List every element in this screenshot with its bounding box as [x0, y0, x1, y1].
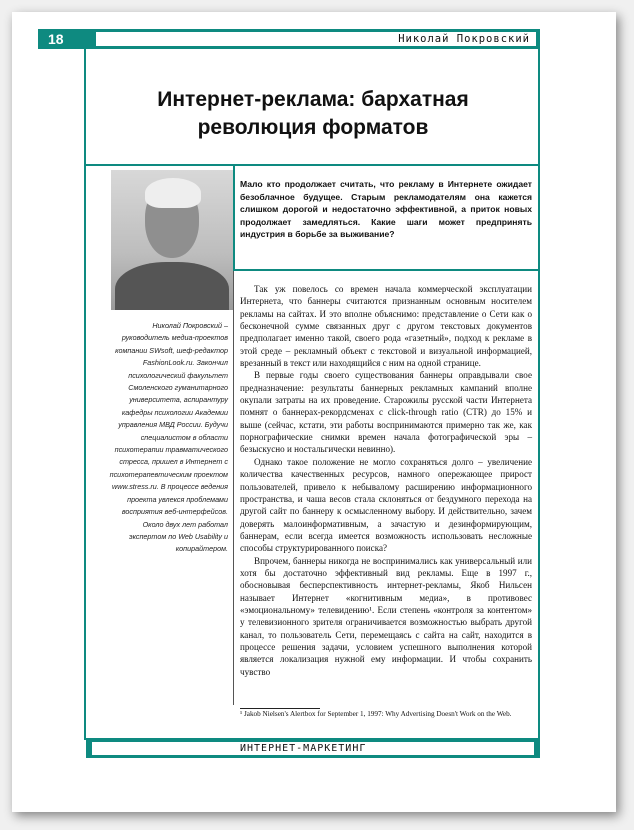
paragraph: Впрочем, баннеры никогда не воспринимались как универсальный или хотя бы достаточно эффективный вид рекламы. Еще в 1997 г., обосновывая бесперспективность интернет-рекламы, Якоб Нильсен называет Интернет «когнитивным медиа», в противовес «эмоциональному» телевидению¹. Если степень «контроля за контентом» у телевизионного зрителя ограничивается возможностью выбрать другой канал, то пользователь Сети, перемещаясь с сайта на сайт, находится в процессе решения задачи, условием успешного выполнения которой является локализация нужной ему информации. И чтобы сохранить чувство — [240, 555, 532, 677]
section-label: ИНТЕРНЕТ-МАРКЕТИНГ — [92, 742, 534, 755]
article-body — [240, 283, 532, 678]
author-bio: Николай Покровский – руководитель медиа-проектов компании SWsoft, шеф-редактор FashionLook.ru. Закончил психологический факультет Смоленского гуманитарного университета, аспирантуру кафедры психологии Академии управления МВД России. Будучи специалистом в области психотерапии травматического стресса, пришел в Интернет с психотерапевтическим проектом www.stress.ru. В процессе ведения проекта увлекся проблемами восприятия веб-интерфейсов. Около двух лет работал экспертом по Web Usability и копирайтером. — [109, 321, 228, 554]
running-head-author: Николай Покровский — [96, 32, 536, 46]
article-title — [86, 86, 540, 142]
frame-right-line — [538, 49, 540, 740]
article-lead: Мало кто продолжает считать, что рекламу в Интернете ожидает безоблачное будущее. Старым рекламодателям она кажется слишком дорогой и недостаточно эффективной, а приток новых продолжает замедляться. Какие шаги может предпринять индустрия в борьбе за выживание? — [240, 179, 532, 240]
paragraph: Однако такое положение не могло сохраняться долго – увеличение количества качественных ресурсов, намного опережающее прирост пользователей, привело к небывалому расширению информационного пространства, и чаша весов стала склоняться от бездумного перехода на другой сайт по баннеру к осмысленному выбору. И действительно, зачем доверять малоинформативным, а зачастую и дезинформирующим, баннерам, если всегда имеется возможность использовать несложные способы структурированного поиска? — [240, 456, 532, 554]
lead-divider-horizontal — [233, 269, 540, 271]
footnote: ¹ Jakob Nielsen's Alertbox for September 1, 1997: Why Advertising Doesn't Work on the Web. — [240, 710, 512, 718]
lead-divider-vertical — [233, 164, 235, 270]
footnote-rule — [240, 708, 320, 709]
page-number: 18 — [48, 31, 64, 47]
title-line-1: Интернет-реклама: бархатная — [157, 88, 469, 111]
paragraph: В первые годы своего существования баннеры оправдывали свое предназначение: результаты баннерных рекламных кампаний вполне окупали затраты на их проведение. Старожилы русской части Интернета помнят о баннерах-рекордсменах с click-through ratio (CTR) до 15% и выше (сейчас, кстати, эти работы воспринимаются примерно так же, как порнографические снимки времен начала фотографической эры – безыскусно и ностальгически невинно). — [240, 370, 532, 455]
author-photo — [111, 170, 233, 310]
title-line-2: революция форматов — [197, 116, 429, 139]
column-divider — [233, 271, 234, 705]
frame-left-line — [84, 49, 86, 740]
paragraph: Так уж повелось со времен начала коммерческой эксплуатации Интернета, что баннеры считаются признанным основным носителем рекламы на сайтах. И это вполне объяснимо: представление о Сети как о бесконечной сумме связанных друг с другом текстовых документов предполагает именно такой, своего рода «газетный», подход к рекламе в этой среде – рекламный объект с текстовой и визуальной информацией, врезанный в текст или находящийся с ним на одной странице. — [240, 284, 532, 369]
title-divider — [84, 164, 540, 166]
